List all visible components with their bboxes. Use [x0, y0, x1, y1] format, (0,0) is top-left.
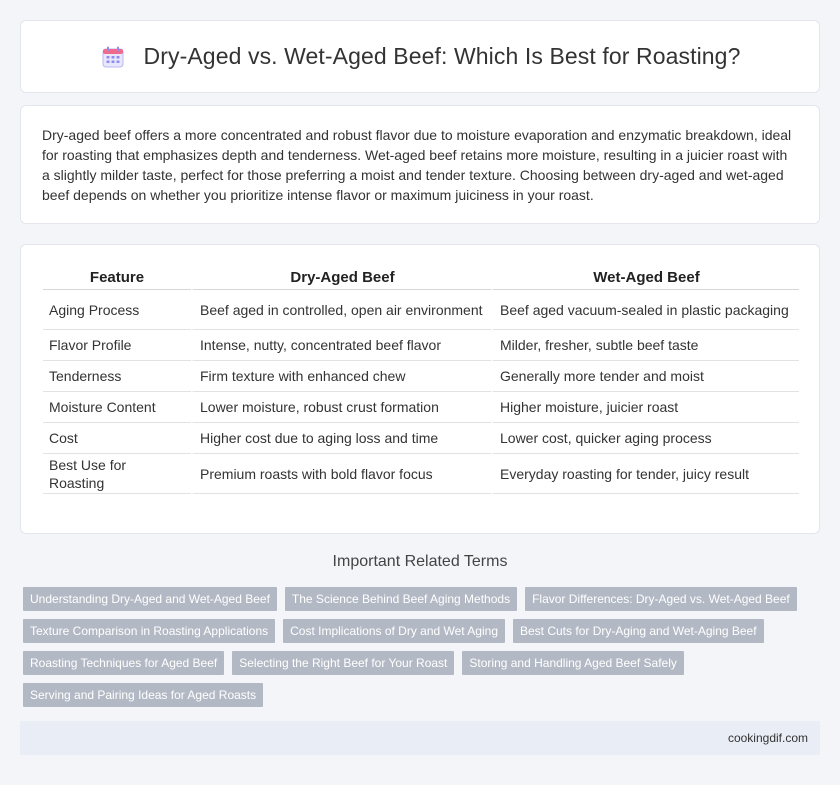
related-term-tag[interactable]: Best Cuts for Dry-Aging and Wet-Aging Beef [513, 619, 764, 643]
table-header-row [43, 263, 799, 290]
dry-aged-cell: Firm texture with enhanced chew [191, 361, 491, 392]
header-feature: Feature [43, 263, 191, 290]
wet-aged-cell: Everyday roasting for tender, juicy result [491, 454, 799, 494]
comparison-table [43, 263, 799, 494]
feature-cell: Moisture Content [43, 392, 191, 423]
related-term-tag[interactable]: Selecting the Right Beef for Your Roast [232, 651, 454, 675]
related-term-tag[interactable]: Roasting Techniques for Aged Beef [23, 651, 224, 675]
header-dry-aged: Dry-Aged Beef [191, 263, 491, 290]
page-title: Dry-Aged vs. Wet-Aged Beef: Which Is Best for Roasting? [143, 43, 741, 69]
table-row [43, 361, 799, 392]
table-row [43, 392, 799, 423]
table-row [43, 454, 799, 494]
intro-text: Dry-aged beef offers a more concentrated and robust flavor due to moisture evaporation and enzymatic breakdown, ideal for roasting that emphasizes depth and tenderness. Wet-aged beef retains more moisture, resulting in a juicier roast with a slightly milder taste, perfect for those preferring a moist and tender texture. Choosing between dry-aged and wet-aged beef depends on whether you prioritize intense flavor or maximum juiciness in your roast. [42, 127, 792, 203]
intro-card [20, 105, 820, 224]
related-term-tag[interactable]: Cost Implications of Dry and Wet Aging [283, 619, 505, 643]
wet-aged-cell: Generally more tender and moist [491, 361, 799, 392]
table-row [43, 330, 799, 361]
footer [20, 721, 820, 755]
feature-cell: Best Use for Roasting [43, 454, 191, 494]
table-row [43, 423, 799, 454]
header-wet-aged: Wet-Aged Beef [491, 263, 799, 290]
wet-aged-cell: Lower cost, quicker aging process [491, 423, 799, 454]
feature-cell: Tenderness [43, 361, 191, 392]
feature-cell: Flavor Profile [43, 330, 191, 361]
footer-site-link[interactable]: cookingdif.com [727, 731, 808, 745]
related-term-tag[interactable]: Storing and Handling Aged Beef Safely [462, 651, 683, 675]
wet-aged-cell: Higher moisture, juicier roast [491, 392, 799, 423]
title-card [20, 20, 820, 93]
related-term-tag[interactable]: The Science Behind Beef Aging Methods [285, 587, 517, 611]
related-terms-heading: Important Related Terms [332, 553, 508, 570]
feature-cell: Cost [43, 423, 191, 454]
related-term-tag[interactable]: Understanding Dry-Aged and Wet-Aged Beef [23, 587, 277, 611]
wet-aged-cell: Beef aged vacuum-sealed in plastic packaging [491, 290, 799, 330]
feature-cell: Aging Process [43, 290, 191, 330]
related-term-tag[interactable]: Serving and Pairing Ideas for Aged Roasts [23, 683, 263, 707]
wet-aged-cell: Milder, fresher, subtle beef taste [491, 330, 799, 361]
comparison-card [20, 244, 820, 534]
calendar-icon [100, 44, 126, 70]
related-term-tag[interactable]: Flavor Differences: Dry-Aged vs. Wet-Aged Beef [525, 587, 797, 611]
related-terms-list [23, 587, 813, 707]
table-row [43, 290, 799, 330]
dry-aged-cell: Higher cost due to aging loss and time [191, 423, 491, 454]
dry-aged-cell: Premium roasts with bold flavor focus [191, 454, 491, 494]
related-term-tag[interactable]: Texture Comparison in Roasting Applications [23, 619, 275, 643]
dry-aged-cell: Beef aged in controlled, open air environment [191, 290, 491, 330]
dry-aged-cell: Intense, nutty, concentrated beef flavor [191, 330, 491, 361]
dry-aged-cell: Lower moisture, robust crust formation [191, 392, 491, 423]
